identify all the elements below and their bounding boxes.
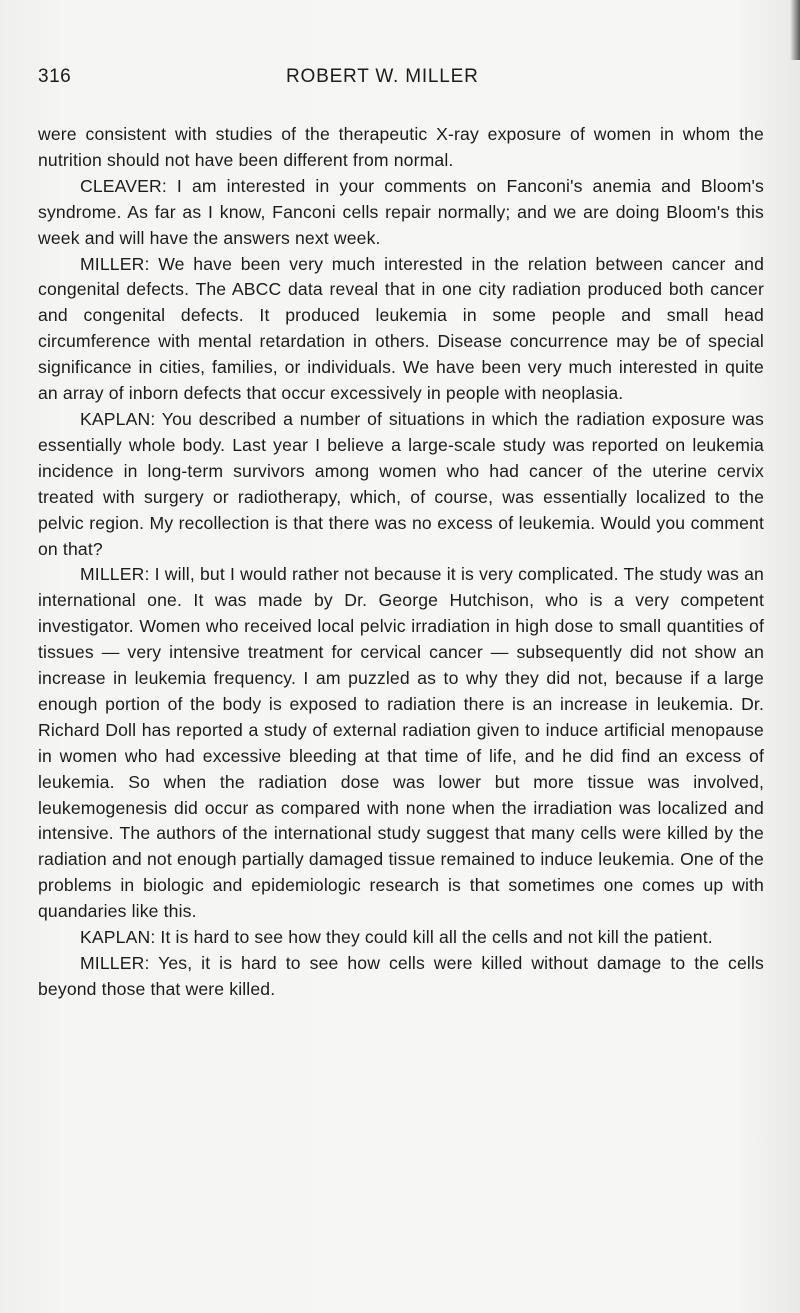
page-header [38, 66, 764, 96]
paragraph-miller-3: MILLER: Yes, it is hard to see how cells were killed without damage to the cells beyond those that were killed. [38, 953, 764, 999]
paragraph-cleaver: CLEAVER: I am interested in your comments on Fanconi's anemia and Bloom's syndrome. As far as I know, Fanconi cells repair normally; and we are doing Bloom's this week and will have the answers next week. [38, 175, 764, 248]
running-head: ROBERT W. MILLER [286, 66, 479, 87]
paragraph-miller-2: MILLER: I will, but I would rather not because it is very complicated. The study was an international one. It was made by Dr. George Hutchison, who is a very competent investigator. Women who received local pelvic irradiation in high dose to small quantities of tissues — very intensive treatment for cervical cancer — subsequently did not show an increase in leukemia frequency. I am puzzled as to why they did not, because if a large enough portion of the body is exposed to radiation there is an increase in leukemia. Dr. Richard Doll has reported a study of external radiation given to induce artificial menopause in women who had excessive bleeding at that time of life, and he did find an excess of leukemia. So when the radiation dose was lower but more tissue was involved, leukemogenesis did occur as compared with none when the irradiation was localized and intensive. The authors of the international study suggest that many cells were killed by the radiation and not enough partially damaged tissue remained to induce leukemia. One of the problems in biologic and epidemiologic research is that sometimes one comes up with quandaries like this. [38, 564, 764, 922]
paragraph-kaplan-2: KAPLAN: It is hard to see how they could kill all the cells and not kill the patient. [80, 927, 713, 948]
body-text [38, 122, 764, 1003]
paragraph-continuation: were consistent with studies of the therapeutic X-ray exposure of women in whom the nutrition should not have been different from normal. [38, 124, 764, 170]
paragraph-miller-1: MILLER: We have been very much interested in the relation between cancer and congenital defects. The ABCC data reveal that in one city radiation produced both cancer and congenital defects. It produced leukemia in some people and small head circumference with mental retardation in others. Disease concurrence may be of special significance in cities, families, or individuals. We have been very much interested in quite an array of inborn defects that occur excessively in people with neoplasia. [38, 253, 764, 404]
scan-edge-mark [790, 0, 800, 60]
paragraph-kaplan-1: KAPLAN: You described a number of situations in which the radiation exposure was essentially whole body. Last year I believe a large-scale study was reported on leukemia incidence in long-term survivors among women who had cancer of the uterine cervix treated with surgery or radiotherapy, which, of course, was essentially localized to the pelvic region. My recollection is that there was no excess of leukemia. Would you comment on that? [38, 408, 764, 559]
page-number: 316 [38, 66, 72, 87]
